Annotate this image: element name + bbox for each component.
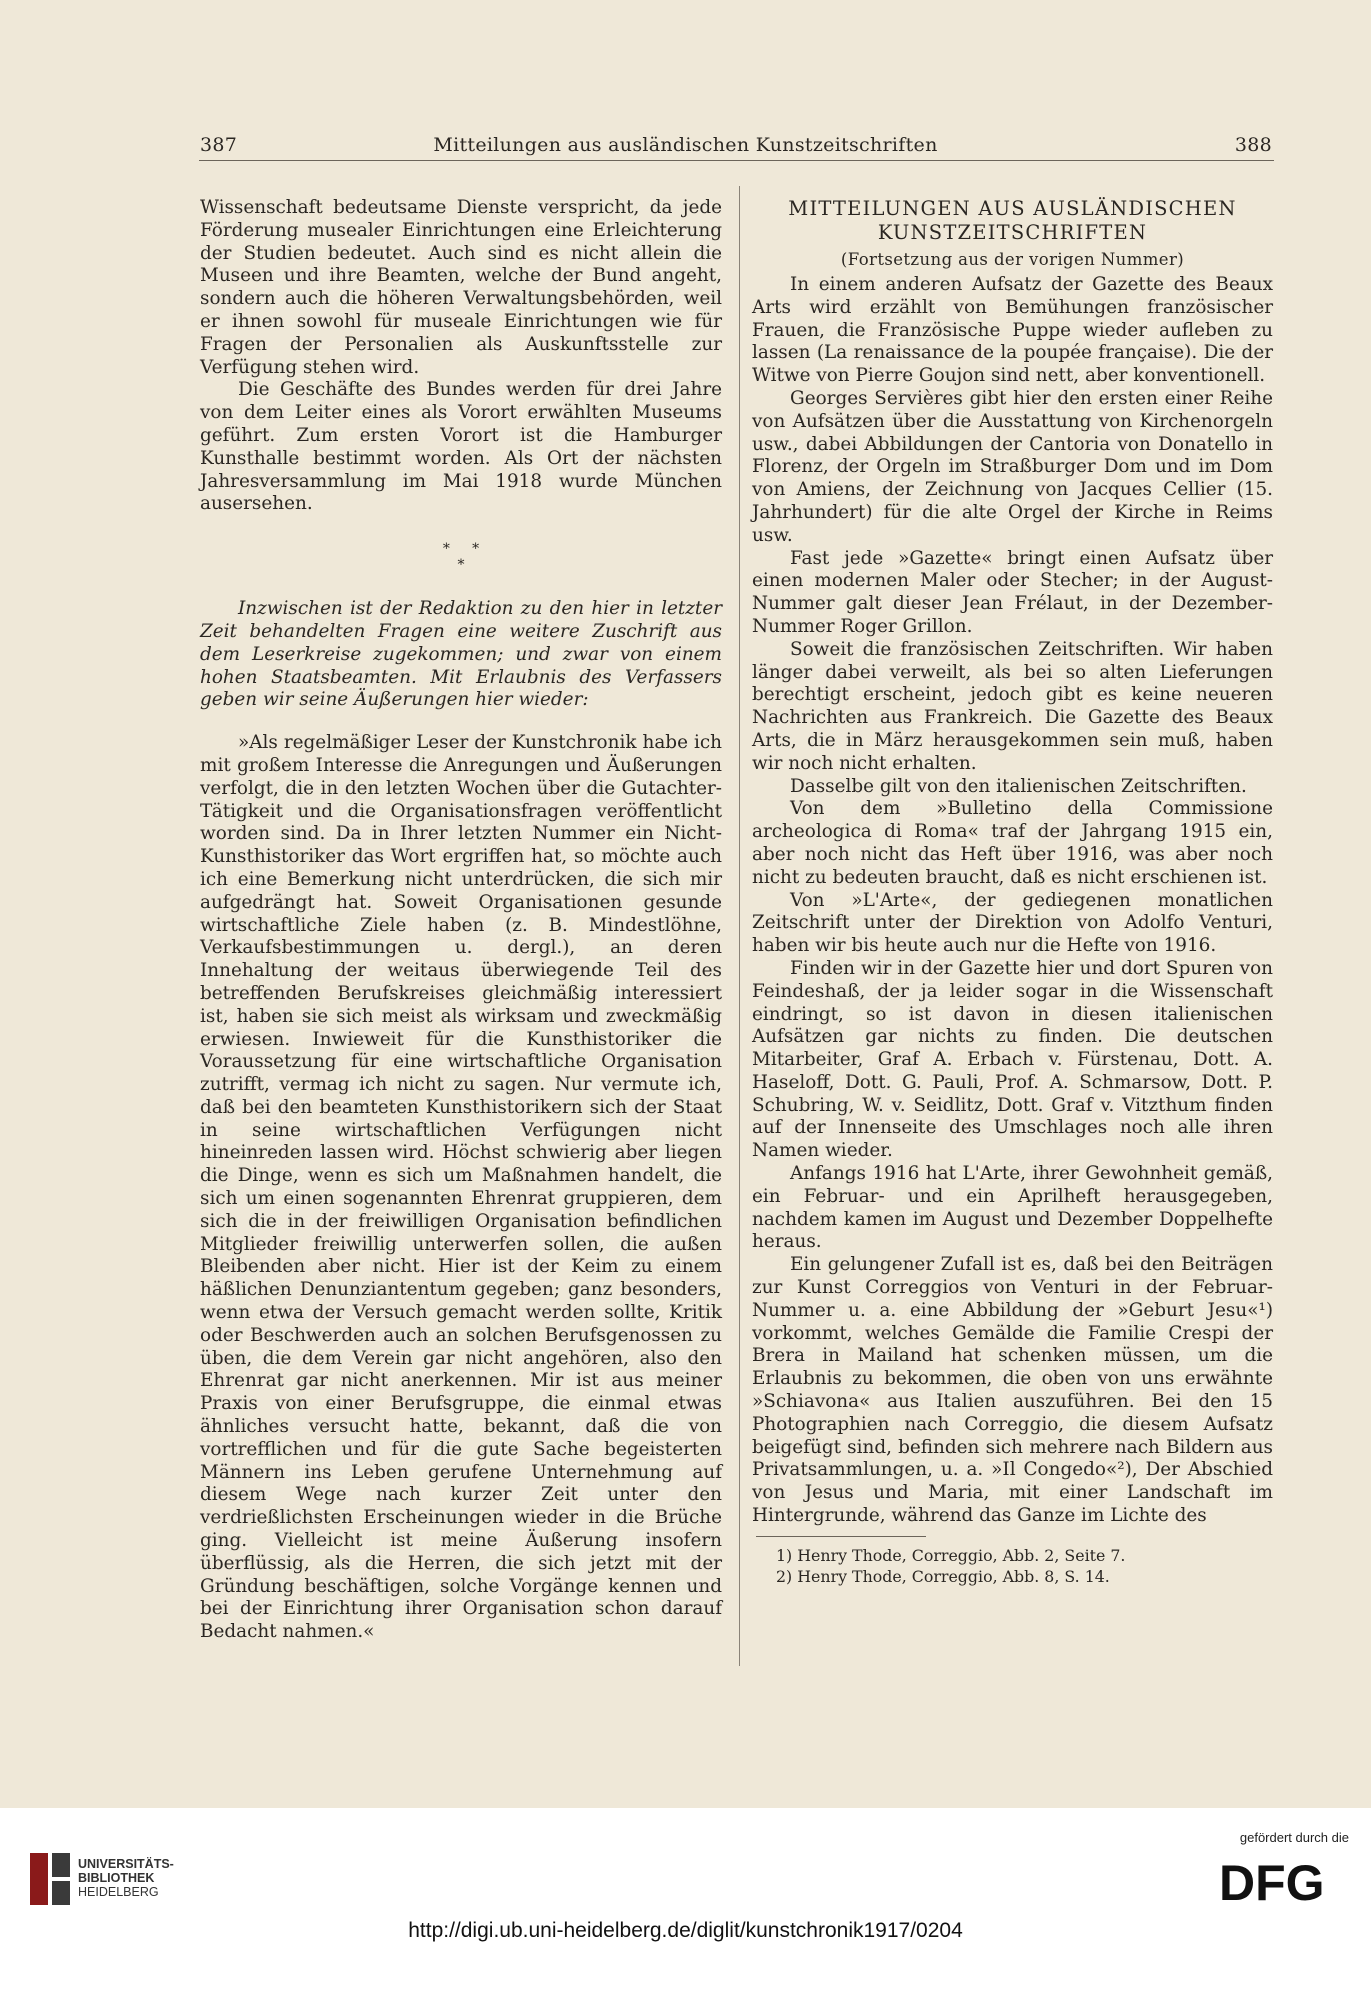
paragraph: Georges Servières gibt hier den ersten einer Reihe von Aufsätzen über die Ausstattung von Kirchenorgeln usw., dabei Abbildungen der Cantoria von Donatello in Florenz, der Orgeln im Straßburger Dom und im Dom von Amiens, der Zeichnung von Jacques Cellier (15. Jahrhundert) für die alte Orgel der Kirche in Reims usw.: [752, 387, 1273, 546]
separator-stars-bottom: *: [457, 557, 465, 574]
paragraph: Soweit die französischen Zeitschriften. Wir haben länger dabei verweilt, als bei so alten Lieferungen berechtigt erscheint, jedoch gibt es keine neueren Nachrichten aus Frankreich. Die Gazette des Beaux Arts, die in März herausgekommen sein muß, haben wir noch nicht erhalten.: [752, 638, 1273, 774]
footnote: 2) Henry Thode, Correggio, Abb. 8, S. 14.: [776, 1566, 1110, 1586]
paragraph: Anfangs 1916 hat L'Arte, ihrer Gewohnheit gemäß, ein Februar- und ein Aprilheft herausgegeben, nachdem kamen im August und Dezember Doppelhefte heraus.: [752, 1163, 1273, 1253]
paragraph: Ein gelungener Zufall ist es, daß bei den Beiträgen zur Kunst Correggios von Venturi in der Februar-Nummer u. a. eine Abbildung der »Geburt Jesu«¹) vorkommt, welches Gemälde die Familie Crespi der Brera in Mailand hat schenken müssen, um die Erlaubnis zu bekommen, die oben von uns erwähnte »Schiavona« aus Italien auszuführen. Bei den 15 Photographien nach Correggio, die diesem Aufsatz beigefügt sind, befinden sich mehrere nach Bildern aus Privatsammlungen, u. a. »Il Congedo«²), Der Abschied von Jesus und Maria, mit einer Landschaft im Hintergrunde, während das Ganze im Lichte des: [752, 1254, 1273, 1527]
library-name-line1: UNIVERSITÄTS-: [78, 1857, 174, 1871]
page-number-right: 388: [1234, 134, 1272, 156]
left-column: [200, 197, 722, 1644]
footer-bar: [0, 1808, 1371, 1998]
separator-stars-top: * *: [442, 541, 480, 558]
letter-text: »Als regelmäßiger Leser der Kunstchronik habe ich mit großem Interesse die Anregungen und Äußerungen verfolgt, die in den letzten Wochen über die Gutachter-Tätigkeit und die Organisationsfragen veröffentlicht worden sind. Da in Ihrer letzten Nummer ein Nicht-Kunsthistoriker das Wort ergriffen hat, so möchte auch ich eine Bemerkung nicht unterdrücken, die sich mir aufgedrängt hat. Soweit Organisationen gesunde wirtschaftliche Ziele haben (z. B. Mindestlöhne, Verkaufsbestimmungen u. dergl.), an deren Innehaltung der weitaus überwiegende Teil des betreffenden Berufskreises gleichmäßig interessiert ist, haben sie sich meist als wirksam und zweckmäßig erwiesen. Inwieweit für die Kunsthistoriker die Voraussetzung für eine wirtschaftliche Organisation zutrifft, vermag ich nicht zu sagen. Nur vermute ich, daß bei den beamteten Kunsthistorikern sich der Staat in seine wirtschaftlichen Verfügungen nicht hineinreden lassen wird. Höchst schwierig aber liegen die Dinge, wenn es sich um Maßnahmen handelt, die sich um einen sogenannten Ehrenrat gruppieren, dem sich die in der freiwilligen Organisation befindlichen Mitglieder freiwillig unterwerfen sollen, die außen Bleibenden aber nicht. Hier ist der Keim zu einem häßlichen Denunziantentum gegeben; ganz besonders, wenn etwa der Versuch gemacht werden sollte, Kritik oder Beschwerden auch an solchen Berufsgenossen zu üben, die dem Verein gar nicht angehören, also den Ehrenrat gar nicht anerkennen. Mir ist aus meiner Praxis von einer Berufsgruppe, die einmal etwas ähnliches versucht hatte, bekannt, daß die von vortrefflichen und für die gute Sache begeisterten Männern ins Leben gerufene Unternehmung auf diesem Wege nach kurzer Zeit unter den verdrießlichsten Erscheinungen wieder in die Brüche ging. Vielleicht ist meine Äußerung insofern überflüssig, als die Herren, die sich jetzt mit der Gründung beschäftigen, solche Vorgänge kennen und bei der Einrichtung ihrer Organisation schon darauf Bedacht nahmen.«: [200, 732, 722, 1643]
library-name: [78, 1857, 174, 1899]
right-column: [752, 197, 1273, 1587]
paragraph: Fast jede »Gazette« bringt einen Aufsatz über einen modernen Maler oder Stecher; in der August-Nummer galt dieser Jean Frélaut, in der Dezember-Nummer Roger Grillon.: [752, 547, 1273, 637]
funded-by-label: gefördert durch die: [1239, 1830, 1349, 1845]
paragraph: Von dem »Bulletino della Commissione archeologica di Roma« traf der Jahrgang 1915 ein, aber noch nicht das Heft über 1916, was aber noch nicht zu bedeuten braucht, daß es nicht erschienen ist.: [752, 798, 1273, 888]
paragraph: In einem anderen Aufsatz der Gazette des Beaux Arts wird erzählt von Bemühungen französischer Frauen, die Französische Puppe wieder aufleben zu lassen (La renaissance de la poupée française). Die der Witwe von Pierre Goujon sind nett, aber konventionell.: [752, 274, 1273, 387]
section-separator: [200, 542, 722, 572]
page-number-left: 387: [200, 134, 238, 156]
paragraph: Die Geschäfte des Bundes werden für drei Jahre von dem Leiter eines als Vorort erwählten Museums geführt. Zum ersten Vorort ist die Hamburger Kunsthalle bestimmt worden. Als Ort der nächsten Jahresversammlung im Mai 1918 wurde München ausersehen.: [200, 379, 722, 515]
footnote-rule: [756, 1536, 926, 1537]
paragraph: Von »L'Arte«, der gediegenen monatlichen Zeitschrift unter der Direktion von Adolfo Venturi, haben wir bis heute auch nur die Hefte von 1916.: [752, 889, 1273, 957]
paragraph: Finden wir in der Gazette hier und dort Spuren von Feindeshaß, der ja leider sogar in die Wissenschaft eindringt, so ist davon in diesen italienischen Aufsätzen gar nichts zu finden. Die deutschen Mitarbeiter, Graf A. Erbach v. Fürstenau, Dott. A. Haseloff, Dott. G. Pauli, Prof. A. Schmarsow, Dott. P. Schubring, W. v. Seidlitz, Dott. Graf v. Vitzthum finden auf der Innenseite des Umschlages noch alle ihren Namen wieder.: [752, 957, 1273, 1162]
source-url-link[interactable]: http://digi.ub.uni-heidelberg.de/diglit/kunstchronik1917/0204: [408, 1919, 963, 1942]
article-title: [752, 197, 1273, 245]
paragraph: Dasselbe gilt von den italienischen Zeitschriften.: [790, 775, 1247, 797]
column-divider: [739, 186, 740, 1666]
dfg-logo-icon: [1219, 1858, 1349, 1904]
library-name-line2: BIBLIOTHEK: [78, 1871, 155, 1885]
editorial-note: Inzwischen ist der Redaktion zu den hier in letzter Zeit behandelten Fragen eine weitere Zuschrift aus dem Leserkreise zugekommen; und zwar von einem hohen Staatsbeamten. Mit Erlaubnis des Verfassers geben wir seine Äußerungen hier wieder:: [200, 598, 722, 711]
running-title: Mitteilungen aus ausländischen Kunstzeitschriften: [433, 134, 938, 156]
dfg-logo-text: DFG: [1219, 1858, 1325, 1904]
article-title-line1: MITTEILUNGEN AUS AUSLÄNDISCHEN: [788, 197, 1237, 220]
header-rule: [199, 160, 1274, 161]
footnote: 1) Henry Thode, Correggio, Abb. 2, Seite 7.: [776, 1545, 1126, 1565]
university-library-logo-icon: [28, 1849, 72, 1909]
article-title-line2: KUNSTZEITSCHRIFTEN: [877, 221, 1148, 244]
library-name-line3: HEIDELBERG: [78, 1885, 159, 1899]
article-subtitle: (Fortsetzung aus der vorigen Nummer): [840, 250, 1185, 269]
paragraph: Wissenschaft bedeutsame Dienste verspricht, da jede Förderung musealer Einrichtungen eine Erleichterung der Studien bedeutet. Auch sind es nicht allein die Museen und ihre Beamten, welche der Bund angeht, sondern auch die höheren Verwaltungsbehörden, weil er ihnen sowohl für museale Einrichtungen wie für Fragen der Personalien als Auskunftsstelle zur Verfügung stehen wird.: [200, 197, 722, 378]
